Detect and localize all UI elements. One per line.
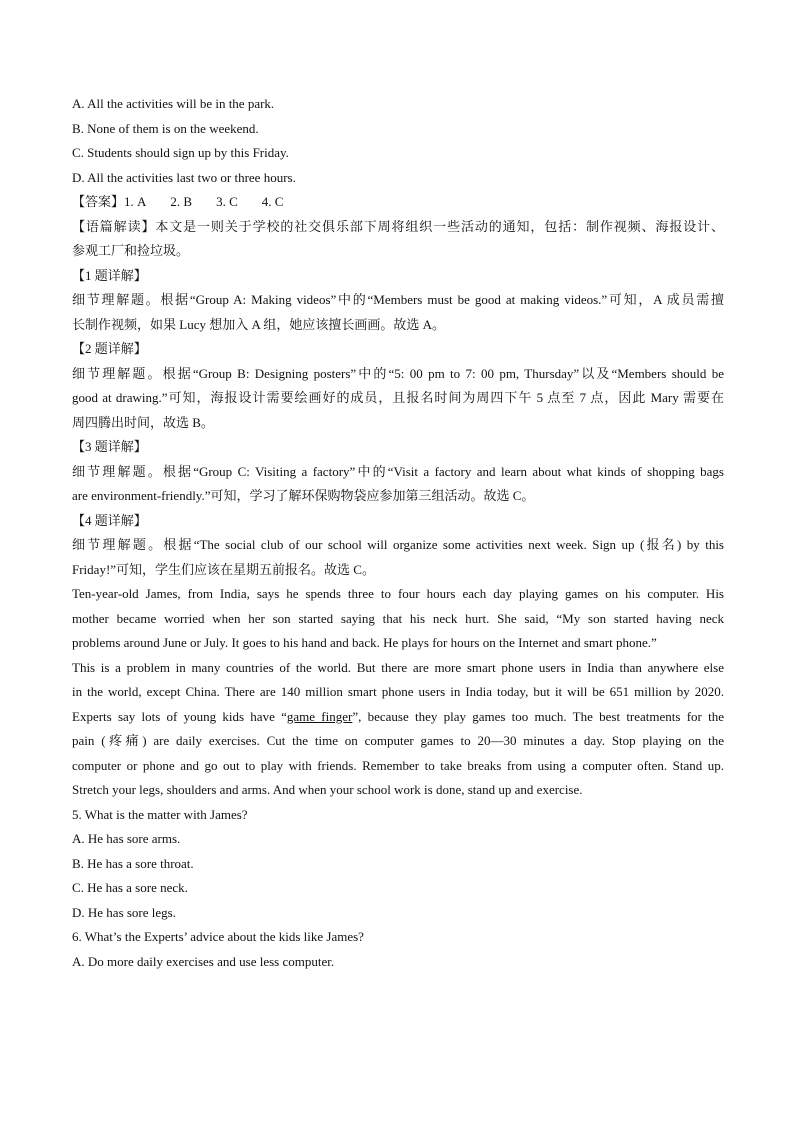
answer-4: 4. C <box>261 194 284 209</box>
passage-line: problems around June or July. It goes to his hand and back. He plays for hours on the Internet and smart phone.” <box>72 635 657 650</box>
explanation-text: Friday!”可知，学生们应该在星期五前报名。故选 C。 <box>72 561 375 577</box>
question-stem: 6. What’s the Experts’ advice about the kids like James? <box>72 929 364 944</box>
discourse-analysis <box>72 215 724 264</box>
passage-line: Stretch your legs, shoulders and arms. And when your school work is done, stand up and exercise. <box>72 782 583 797</box>
option-a: A. Do more daily exercises and use less computer. <box>72 953 335 969</box>
explanation-3 <box>72 435 724 509</box>
passage-line: pain (疼痛) are daily exercises. Cut the time on computer games to 20—30 minutes a day. Stop playing on the <box>72 733 724 748</box>
explanation-heading: 【4 题详解】 <box>72 512 147 528</box>
answer-1: 1. A <box>124 194 147 209</box>
option-c: C. Students should sign up by this Friday. <box>72 145 289 160</box>
explanation-text: 长制作视频，如果 Lucy 想加入 A 组，她应该擅长画画。故选 A。 <box>72 316 446 332</box>
explanation-text: good at drawing.”可知，海报设计需要绘画好的成员，且报名时间为周四下午 5 点至 7 点，因此 Mary 需要在 <box>72 390 724 405</box>
answer-label: 【答案】 <box>72 194 125 209</box>
explanation-text: are environment-friendly.”可知，学习了解环保购物袋应参加第三组活动。故选 C。 <box>72 488 535 503</box>
option-b: B. He has a sore throat. <box>72 855 194 871</box>
explanation-text: 细节理解题。根据“The social club of our school will organize some activities next week. Sign up (报名) by this <box>72 537 724 552</box>
explanation-heading: 【2 题详解】 <box>72 341 147 356</box>
answer-3: 3. C <box>216 194 238 209</box>
option-b: B. None of them is on the weekend. <box>72 120 259 136</box>
explanation-2 <box>72 337 724 435</box>
analysis-line-2: 参观工厂和捡垃圾。 <box>72 243 190 258</box>
page-content <box>72 92 724 974</box>
option-c: C. He has a sore neck. <box>72 880 188 895</box>
passage-line: Experts say lots of young kids have “game finger”, because they play games too much. The best treatments for the <box>72 708 724 724</box>
answer-2: 2. B <box>170 194 193 209</box>
explanation-text: 周四腾出时间，故选 B。 <box>72 414 214 430</box>
passage-line: mother became worried when her son started saying that his neck hurt. She said, “My son started having neck <box>72 610 724 626</box>
explanation-heading: 【3 题详解】 <box>72 439 147 454</box>
option-d: D. He has sore legs. <box>72 904 176 920</box>
question-4-options <box>72 92 724 190</box>
passage-line: in the world, except China. There are 140 million smart phone users in India today, but it will be 651 million by 2020. <box>72 684 724 699</box>
option-a: A. All the activities will be in the park. <box>72 96 275 111</box>
explanation-text: 细节理解题。根据“Group B: Designing posters”中的“5: 00 pm to 7: 00 pm, Thursday”以及“Members should be <box>72 365 724 381</box>
question-stem: 5. What is the matter with James? <box>72 806 248 822</box>
explanation-text: 细节理解题。根据“Group A: Making videos”中的“Members must be good at making videos.”可知，A 成员需擅 <box>72 292 724 307</box>
question-6 <box>72 925 724 974</box>
question-5 <box>72 803 724 926</box>
explanation-text: 细节理解题。根据“Group C: Visiting a factory”中的“Visit a factory and learn about what kinds of shopping bags <box>72 463 724 479</box>
underlined-phrase: game finger <box>286 708 353 724</box>
analysis-label: 【语篇解读】 <box>72 218 156 234</box>
option-a: A. He has sore arms. <box>72 831 181 846</box>
passage-line: computer or phone and go out to play with friends. Remember to take breaks from using a computer often. Stand up. <box>72 757 724 773</box>
analysis-line-1: 【语篇解读】本文是一则关于学校的社交俱乐部下周将组织一些活动的通知，包括：制作视频、海报设计、 <box>72 218 724 234</box>
explanation-4 <box>72 509 724 583</box>
reading-passage <box>72 582 724 803</box>
passage-line: This is a problem in many countries of the world. But there are more smart phone users in India than anywhere else <box>72 659 724 675</box>
option-d: D. All the activities last two or three hours. <box>72 169 296 185</box>
passage-line: Ten-year-old James, from India, says he spends three to four hours each day playing games on his computer. His <box>72 586 724 601</box>
explanation-heading: 【1 题详解】 <box>72 267 147 283</box>
answer-line <box>72 190 724 215</box>
explanation-1 <box>72 264 724 338</box>
